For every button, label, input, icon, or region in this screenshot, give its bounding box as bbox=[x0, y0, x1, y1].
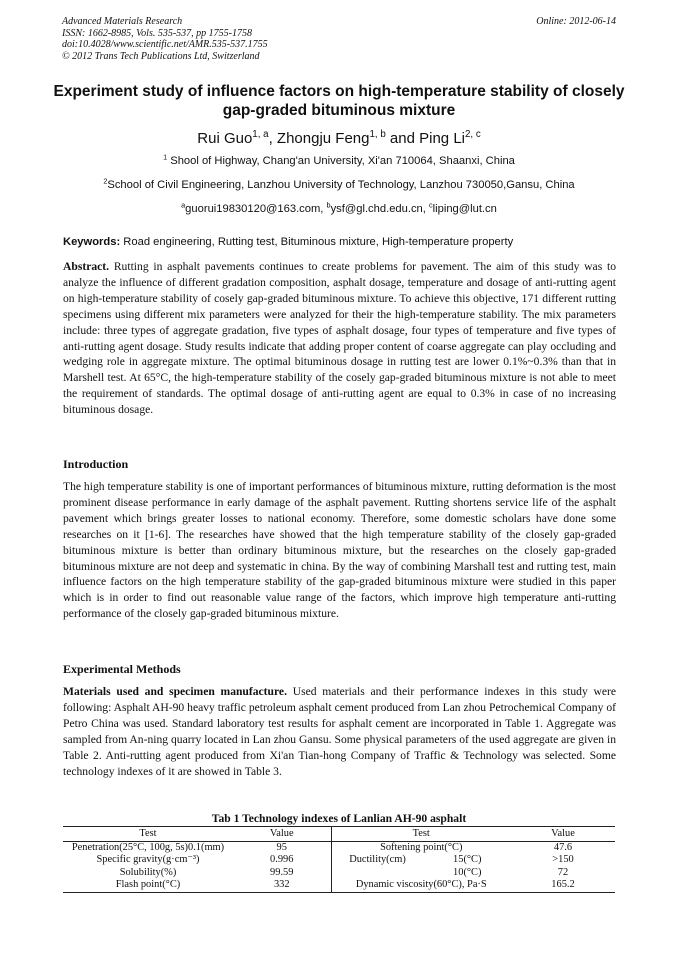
subsection-label: Materials used and specimen manufacture. bbox=[63, 685, 287, 698]
table-cell: 0.996 bbox=[233, 854, 331, 866]
section-heading-introduction: Introduction bbox=[63, 457, 129, 471]
table-header-cell: Value bbox=[511, 827, 615, 842]
table-cell: >150 bbox=[552, 854, 574, 866]
table-row bbox=[63, 867, 615, 879]
affiliation-2 bbox=[0, 176, 678, 191]
table-header-cell: Test bbox=[331, 827, 511, 842]
page-header bbox=[62, 16, 616, 62]
section-heading-methods: Experimental Methods bbox=[63, 662, 181, 676]
author-name: Rui Guo bbox=[197, 130, 253, 147]
abstract bbox=[63, 259, 616, 418]
keywords-label: Keywords: bbox=[63, 236, 121, 248]
table-cell: Penetration(25°C, 100g, 5s)0.1(mm) bbox=[71, 842, 225, 853]
author-name: Ping Li bbox=[419, 130, 465, 147]
table-row bbox=[63, 854, 615, 866]
table-cell: Flash point(°C) bbox=[63, 879, 233, 892]
methods-paragraph bbox=[63, 684, 616, 779]
keywords-text: Road engineering, Rutting test, Bituminous mixture, High-temperature property bbox=[120, 236, 514, 248]
table-cell: Specific gravity(g·cm⁻³) bbox=[96, 854, 200, 866]
affil-text: Shool of Highway, Chang'an University, Xi'an 710064, Shaanxi, China bbox=[170, 155, 515, 167]
doi-line: doi:10.4028/www.scientific.net/AMR.535-537.1755 bbox=[62, 39, 268, 50]
affiliation-1 bbox=[0, 152, 678, 167]
issn-line: ISSN: 1662-8985, Vols. 535-537, pp 1755-1758 bbox=[62, 27, 252, 39]
author-name: Zhongju Feng bbox=[276, 130, 370, 147]
table-cell bbox=[331, 854, 511, 866]
email-link[interactable]: liping@lut.cn bbox=[432, 203, 497, 215]
author-list: Rui Guo$^{1, a}$, Zhongju Feng$^{1, b}$ and Ping Li$^{2, c}$ bbox=[197, 129, 481, 147]
methods-text: Used materials and their performance indexes in this study were following: Asphalt AH-90 heavy traffic petroleum asphalt cement produced from Lan zhou Petrochemical Company of Petro China was used. Standard laboratory test results for asphalt cement are incorporated in Table 1. Aggregate was sampled from An-ning quarry located in Lan zhou Gansu. Some physical parameters of the used aggregate are given in Table 2. Anti-rutting agent produced from Xi'an Tian-hong Company of Traffic & Technology was selected. Some technology indexes of it are showed in Table 3. bbox=[63, 685, 616, 778]
email-mark: c bbox=[429, 200, 433, 210]
keywords bbox=[63, 236, 616, 248]
author-affil-mark: 1, b bbox=[369, 129, 386, 140]
author-emails bbox=[0, 200, 678, 215]
table-cell: Softening point(°C) bbox=[380, 842, 463, 853]
affil-text: School of Civil Engineering, Lanzhou University of Technology, Lanzhou 730050,Gansu, China bbox=[107, 179, 575, 191]
table-cell: 165.2 bbox=[511, 879, 615, 892]
email-mark: b bbox=[326, 200, 331, 210]
table-row bbox=[63, 879, 615, 892]
copyright-line: © 2012 Trans Tech Publications Ltd, Switzerland bbox=[62, 50, 260, 62]
table-header-row bbox=[63, 827, 615, 842]
introduction-text: The high temperature stability is one of important performances of bituminous mixture, rutting deformation is the most prominent disease performance in early damage of the asphalt pavement. Rutting shortens service life of the asphalt pavement which brings greater losses to national economy. Therefore, some domestic scholars have done some researches on it [1-6]. The researches have showed that the high temperature stability of the closely gap-graded bituminous mixture is better than ordinary bituminous mixture, but the researches on the closely gap-graded bituminous mixture are not deep and systematic in china. By the way of combining Marshall test and rutting test, main influence factors on the high temperature stability of the gap-graded bituminous mixture were studied in this paper which is in order to find out reasonable value range of the factors, which improve high temperature anti-rutting performance of the closely gap-graded bituminous mixture. bbox=[63, 480, 616, 621]
ductility-label: Ductility(cm) bbox=[349, 854, 406, 866]
paper-title: Experiment study of influence factors on high-temperature stability of closely gap-graded bituminous mixture bbox=[53, 83, 625, 119]
ductility-15c: 15(°C) bbox=[453, 854, 482, 866]
table-cell: 332 bbox=[233, 879, 331, 892]
abstract-label: Abstract. bbox=[63, 260, 110, 273]
table-cell: 72 bbox=[557, 866, 569, 878]
table-cell bbox=[331, 867, 511, 879]
ductility-10c: 10(°C) bbox=[453, 866, 482, 878]
abstract-text: Rutting in asphalt pavements continues to create problems for pavement. The aim of this study was to analyze the influence of different gradation composition, asphalt dosage, temperature and dosage of anti-rutting agent on high-temperature stability of cosely gap-graded bituminous mixture. To achieve this objective, 171 different rutting specimens using different mix parameters were analyzed for their the high-temperature stability. The mix parameters include: three types of aggregate gradation, five types of asphalt dosage, four types of temperature and five types of anti-rutting agent dosage. Study results indicate that adding proper content of coarse aggregate can play occluding and wedging role in aggregate mixture. The optimal bituminous dosage in rutting test are lower 0.1%~0.3% than that in Marshell test. At 65°C, the high-temperature stability of the cosely gap-graded bituminous mixture is not able to meet the requirement of standards. The optimal dosage of anti-rutting agent are equal to 0.3% in case of no increasing bituminous dosage. bbox=[63, 260, 616, 417]
table-cell: Dynamic viscosity(60°C), Pa·S bbox=[331, 879, 511, 892]
author-affil-mark: 2, c bbox=[465, 129, 481, 140]
author-affil-mark: 1, a bbox=[252, 129, 269, 140]
email-link[interactable]: guorui19830120@163.com, bbox=[185, 203, 327, 215]
online-date: Online: 2012-06-14 bbox=[536, 16, 616, 27]
affil-mark: 2 bbox=[103, 176, 108, 186]
email-link[interactable]: ysf@gl.chd.edu.cn, bbox=[330, 203, 429, 215]
table-caption: Tab 1 Technology indexes of Lanlian AH-90 asphalt bbox=[211, 812, 467, 825]
table-cell: 95 bbox=[233, 842, 331, 855]
email-mark: a bbox=[181, 200, 186, 210]
affil-mark: 1 bbox=[163, 152, 168, 162]
table-header-cell: Test bbox=[63, 827, 233, 842]
journal-name: Advanced Materials Research bbox=[62, 16, 183, 27]
table-header-cell: Value bbox=[233, 827, 331, 842]
table-row bbox=[63, 842, 615, 855]
asphalt-properties-table bbox=[63, 826, 615, 893]
table-cell: 47.6 bbox=[553, 842, 573, 853]
table-cell: Solubility(%) bbox=[119, 866, 177, 878]
table-cell: 99.59 bbox=[233, 867, 331, 879]
